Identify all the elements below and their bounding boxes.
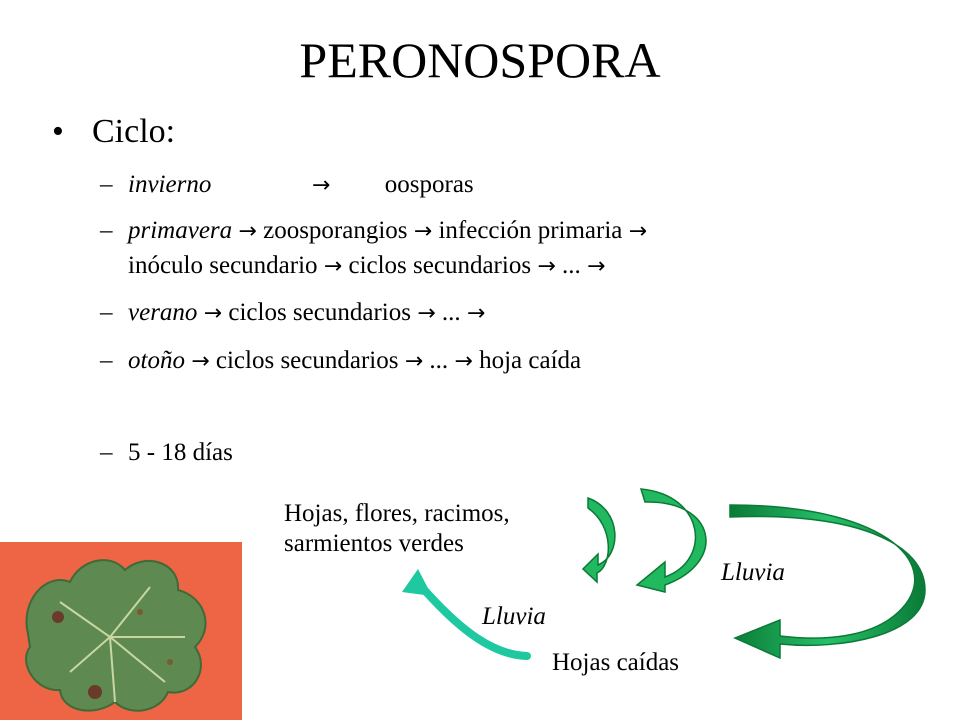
label-rain-right: Lluvia xyxy=(721,559,785,586)
item-dash: – xyxy=(100,347,113,374)
leaf-photo xyxy=(0,542,242,720)
arrow-icon: → xyxy=(323,254,343,279)
item-text: zoosporangios xyxy=(263,217,408,244)
arrow-icon: → xyxy=(413,219,433,244)
item-text: hoja caída xyxy=(479,347,582,374)
arrow-icon: → xyxy=(311,173,331,198)
item-text: oosporas xyxy=(384,171,474,198)
item-text: 5 - 18 días xyxy=(128,439,233,466)
item-text: ... xyxy=(429,347,449,374)
label-green-tissue xyxy=(284,499,510,559)
bullet-dot: • xyxy=(52,113,64,150)
arrow-icon: → xyxy=(191,349,210,374)
small-curved-arrow xyxy=(583,498,615,582)
season-summer: verano xyxy=(128,299,198,326)
item-text: ciclos secundarios xyxy=(215,347,399,374)
item-text: ciclos secundarios xyxy=(348,252,532,279)
arrow-icon: → xyxy=(404,349,424,374)
label-line2: sarmientos verdes xyxy=(284,530,464,557)
arrow-icon: → xyxy=(454,349,473,374)
item-dash: – xyxy=(100,439,113,466)
item-text: infección primaria xyxy=(438,217,623,244)
label-fallen-leaves: Hojas caídas xyxy=(552,649,680,676)
slide-title: PERONOSPORA xyxy=(299,32,661,88)
arrow-icon: → xyxy=(466,301,486,326)
season-spring: primavera xyxy=(128,217,233,244)
item-text: ... xyxy=(562,252,581,279)
arrow-icon: → xyxy=(587,254,606,279)
item-text: inóculo secundario xyxy=(128,252,318,279)
item-dash: – xyxy=(100,171,113,198)
bullet-label: Ciclo: xyxy=(92,113,176,150)
item-text: ciclos secundarios xyxy=(228,299,411,326)
arrow-icon: → xyxy=(203,301,223,326)
item-dash: – xyxy=(100,217,113,244)
item-dash: – xyxy=(100,299,113,326)
label-line1: Hojas, flores, racimos, xyxy=(284,500,510,527)
medium-curved-arrow xyxy=(637,489,706,592)
season-winter: invierno xyxy=(128,171,212,198)
arrow-icon: → xyxy=(537,254,556,279)
label-rain-left: Lluvia xyxy=(482,603,546,630)
arrow-icon: → xyxy=(628,219,648,244)
season-autumn: otoño xyxy=(128,347,185,374)
arrow-icon: → xyxy=(238,219,257,244)
arrow-icon: → xyxy=(417,301,436,326)
item-text: ... xyxy=(441,299,461,326)
